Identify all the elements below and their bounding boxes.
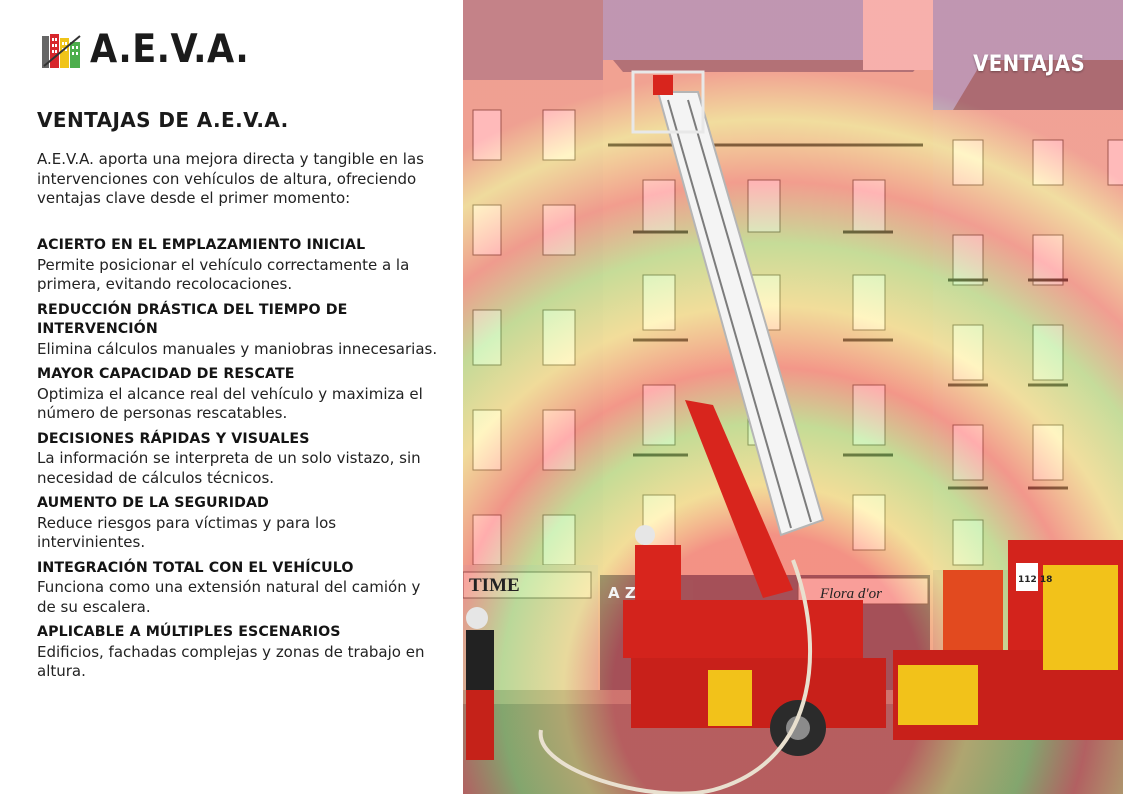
advantage-text: Elimina cálculos manuales y maniobras innecesarias. <box>37 339 438 358</box>
logo-text: A.E.V.A. <box>90 27 250 72</box>
advantage-item <box>37 301 442 360</box>
advantages-list <box>37 236 442 688</box>
advantage-item <box>37 559 442 618</box>
advantage-item <box>37 623 442 682</box>
advantage-item <box>37 494 442 553</box>
shop-sign-mid: A Z <box>608 584 636 602</box>
advantage-heading: AUMENTO DE LA SEGURIDAD <box>37 495 269 511</box>
advantage-text: Permite posicionar el vehículo correctamente a la primera, evitando recolocaciones. <box>37 255 410 293</box>
photo-label: VENTAJAS <box>973 52 1085 77</box>
advantage-heading: APLICABLE A MÚLTIPLES ESCENARIOS <box>37 624 341 640</box>
left-text-panel <box>0 0 463 794</box>
building-logo-icon <box>40 30 84 70</box>
brand-logo <box>40 28 249 72</box>
advantage-item <box>37 236 442 295</box>
advantage-text: Funciona como una extensión natural del camión y de su escalera. <box>37 578 421 616</box>
advantage-heading: ACIERTO EN EL EMPLAZAMIENTO INICIAL <box>37 237 366 253</box>
truck-plate: 112 18 <box>1018 575 1053 585</box>
advantage-item <box>37 430 442 489</box>
fire-truck-ladder-photo <box>463 0 1123 794</box>
intro-paragraph: A.E.V.A. aporta una mejora directa y tangible en las intervenciones con vehículos de altura, ofreciendo ventajas clave desde el primer momento: <box>37 150 424 207</box>
advantage-text: Optimiza el alcance real del vehículo y maximiza el número de personas rescatables. <box>37 384 423 422</box>
advantage-text: Reduce riesgos para víctimas y para los intervinientes. <box>37 513 337 551</box>
advantage-item <box>37 365 442 424</box>
advantage-heading: MAYOR CAPACIDAD DE RESCATE <box>37 366 295 382</box>
photo-illustration <box>463 0 1123 794</box>
advantage-text: Edificios, fachadas complejas y zonas de trabajo en altura. <box>37 642 425 680</box>
advantage-text: La información se interpreta de un solo vistazo, sin necesidad de cálculos técnicos. <box>37 449 421 487</box>
advantage-heading: REDUCCIÓN DRÁSTICA DEL TIEMPO DE INTERVENCIÓN <box>37 301 348 337</box>
advantage-heading: INTEGRACIÓN TOTAL CON EL VEHÍCULO <box>37 559 354 576</box>
shop-sign-right: Flora d'or <box>820 586 882 602</box>
section-title: VENTAJAS DE A.E.V.A. <box>37 108 289 132</box>
advantage-heading: DECISIONES RÁPIDAS Y VISUALES <box>37 430 310 447</box>
shop-sign-left: TIME <box>469 575 520 596</box>
